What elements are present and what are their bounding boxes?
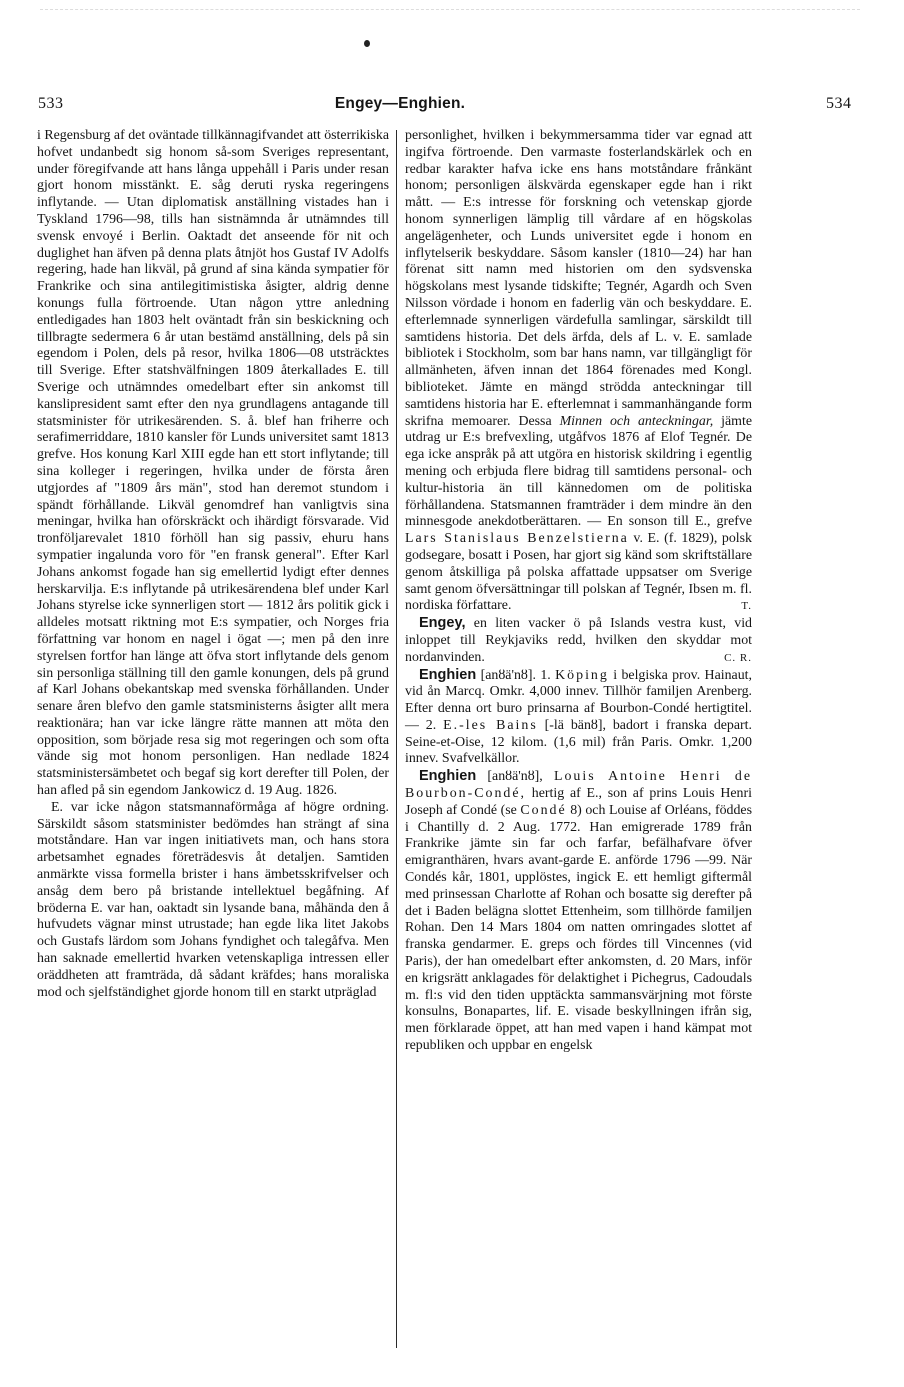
right-paragraph-continuation [405, 128, 752, 615]
enghien1-text-c: [-lä bänȣ], badort i franska depart. Seine-et-Oise, 12 kilom. (1,6 mil) från Paris. Omkr. 1,200 innev. Svafvelkällor. [405, 717, 752, 767]
running-title: Engey—Enghien. [334, 95, 466, 112]
entry-enghien-place [405, 667, 752, 769]
author-signature-t: T. [741, 600, 752, 613]
page-header [0, 95, 904, 121]
author-signature-cr: C. R. [724, 651, 752, 664]
headword-enghien-1: Enghien [419, 666, 477, 683]
headword-enghien-2: Enghien [419, 768, 477, 785]
engey-text: en liten vacker ö på Islands vestra kust, vid inloppet till Reykjaviks redd, hvilken den skyddar mot nordanvinden. [405, 616, 752, 665]
work-title: Minnen och anteckningar, [559, 413, 714, 429]
headword-engey: Engey, [419, 615, 466, 632]
sense-koping: Köping [555, 667, 609, 683]
enghien2-text-a: hertig af E., son af prins Louis Henri Joseph af Condé (se [405, 786, 752, 818]
right-column [405, 128, 752, 1055]
pronunciation-1: [anȣä'nȣ]. [480, 667, 536, 683]
cross-reference-conde: Condé [520, 802, 567, 818]
enghien2-text-b: 8) och Louise af Orléans, föddes i Chantilly d. 2 Aug. 1772. Han emigrerade 1789 från Frankrike jämte sin far och farfar, befälhafvare öfver emigranthären, hvars avant-garde E. anförde 1796 —99. När Condés kår, 1801, upplöstes, ingick E. ett hemligt giftermål med prinsessan Charlotte af Rohan och bosatte sig derefter på det i Baden belägna slottet Ettenheim, som tillhörde familjen Rohan. Den 14 Mars 1804 om natten omringades slottet af franska gendarmer. E. greps och fördes till Vincennes (vid Paris), der han omedelbart efter ankomsten, d. 20 Mars, inför en krigsrätt anklagades för delaktighet i Pichegrus, Cadoudals m. fl:s vid den tiden upptäckta sammansvärjning mot förste konsulns, Bonapartes, lif. E. visade beskyllningen ifrån sig, men förklarade öppet, att han med vapen i hand kämpat mot republiken och uppbar en engelsk [405, 802, 752, 1054]
enghien1-text-b: i belgiska prov. Hainaut, vid ån Marcq. Omkr. 4,000 innev. Tillhör familjen Arenberg. Efter denna ort buro prinsarna af Bourbon-Condé hertigtitel. — 2. [405, 667, 752, 733]
sense-les-bains: E.-les Bains [443, 717, 538, 733]
ink-dot [364, 40, 370, 47]
continuation-text-a: personlighet, hvilken i bekymmersamma tider var egnad att ingifva förtroende. Den varmaste fosterlandskärlek och en redbar karakter hafva icke ens hans motståndare frånkänt honom; personligen älskvärda egenskaper egde han i rikt mått. — E:s intresse för forskning och vetenskap gjorde honom synnerligen lämplig till vårdare af en högskolas angelägenheter, och Lunds universitet egde i honom en inflytelserik beskyddare. Såsom kansler (1810—24) har han förenat sitt namn med historien om den sydsvenska högskolans mest lysande tidskifte; Tegnér, Agardh och Sven Nilsson vördade i honom en faderlig vän och beskyddare. E. efterlemnade synnerligen värdefulla samlingar, särskildt till samtidens historia. Det dels ärfda, dels af L. v. E. samlade bibliotek i Stockholm, som bar hans namn, var tillgängligt för allmänheten, äfven innan det 1864 förenades med Kongl. biblioteket. Jämte en mängd strödda anteckningar till samtidens historia har E. efterlemnat i sammanhängande form skrifna memoarer. Dessa [405, 128, 752, 429]
top-edge-line [40, 9, 860, 10]
page-number-right: 534 [826, 95, 852, 112]
person-name-lars: Lars Stanislaus Benzelstierna [405, 531, 629, 547]
entry-enghien-duke [405, 768, 752, 1055]
person-name-louis-antoine: Louis Antoine Henri de Bourbon-Condé, [405, 769, 752, 802]
entry-engey [405, 615, 752, 666]
left-paragraph-2: E. var icke någon statsmannaförmåga af högre ordning. Särskildt såsom statsminister bedömdes han strängt af sina motståndare. Han var ingen initiativets man, och hans stora arbetsamhet egnades företrädesvis åt detaljen. Samtiden anmärkte vissa formella brister i hans ämbetsskrifvelser och ansåg dem bero på bristande intellektuel begåfning. Af bröderna E. var han, oaktadt sin lysande bana, måhända den å hufvudets vägnar minst utrustade; han egde lika litet Jakobs och Gustafs lärdom som Johans fyndighet och talegåfva. Men han saknade emellertid hvarken vetenskapliga intressen eller oräddheten att framträda, då sådant kräfdes; hans moraliska mod och sjelfständighet gjorde honom till en starkt utpräglad [37, 799, 389, 1000]
left-column [37, 128, 389, 1001]
left-paragraph-1: i Regensburg af det oväntade tillkännagifvandet att österrikiska hofvet undanbedt sig honom så-som Sveriges representant, under föregifvande att hans långa uppehåll i Paris under resan gjort honom misstänkt. E. såg deruti ryska regeringens inflytande. — Utan diplomatisk anställning vistades han i Tyskland 1796—98, tills han sistnämnda år utnämndes till svensk envoyé i Berlin. Oaktadt det anseende för nit och duglighet han äfven på denna plats åtnjöt hos Gustaf IV Adolfs regering, hade han likväl, på grund af sina kända sympatier för Frankrike och sina antilegitimistiska åsigter, aldrig denne konungs fulla förtroende. Utan någon yttre anledning entledigades han 1803 helt oväntadt från sin beskickning och tillbragte sedermera 6 år utan bestämd anställning, dels på sin egendom i Polen, dels på resor, hvilka 1806—08 utsträcktes till Sverige. Efter statshvälfningen 1809 återkallades E. till Sverige och utnämndes omedelbart efter sin ankomst till kanslipresident samt efter den nya grundlagens antagande till statsminister för utrikesärenden. S. å. blef han friherre och serafimerriddare, 1810 kansler för Lunds universitet samt 1813 grefve. Hos konung Karl XIII egde han ett stort inflytande; till sina kolleger i regeringen, hvilka under de första åren utgjordes af "1809 års män", stod han deremot stundom i spändt förhållande. Likväl genomdref han vanligtvis sina meningar, hvilka han oförskräckt och ihärdigt försvarade. Vid tronföljarevalet 1810 förhöll han sig passiv, ehuru hans sympatier ingalunda voro för "en fransk general". Efter Karl Johans ankomst fogade han sig emellertid lydigt efter dennes herskarvilja. E:s inflytande på utrikesärendena blef under Karl Johans styrelse icke synnerligen stort — 1812 års politik gick i alldeles motsatt riktning mot E:s sympatier, och Norges fria författning var honom en nagel i ögat —; men på den inre styrelsen fortfor han länge att öfva stort inflytande dels genom sin personliga ställning till den gamle konungen, dels på grund af Karl Johans obekantskap med svenska förhållanden. Under senare åren blefvo den gamle statsministerns åsigter allt mera reaktionära; han var icke längre rätte mannen att möta den opposition, som började resa sig mot regeringen och som ofta vände sig mot honom personligen. Han nedlade 1824 statsministersämbetet och begaf sig kort derefter till Polen, der han afled på sin egendom Jankowicz d. 19 Aug. 1826. [37, 128, 389, 799]
pronunciation-2: [anȣä'nȣ], [487, 769, 543, 785]
enghien1-text-a: 1. [540, 667, 551, 683]
column-divider [396, 130, 397, 1348]
continuation-text-c: v. E. (f. 1829), polsk godsegare, bosatt i Posen, har gjort sig känd som skriftställare genom åtskilliga på polska affattade uppsatser om Sverige samt genom öfversättningar till polskan af Tegnér, Ibsen m. fl. nordiska författare. [405, 531, 752, 614]
continuation-text-b: jämte utdrag ur E:s brefvexling, utgåfvos 1876 af Elof Tegnér. De ega icke anspråk på att utgöra en historisk skildring i egentlig mening och erbjuda flere bidrag till samtidens personal- och kultur-historia än till kännedomen om de politiska förhållandena. Statsmannen framträder i dem mindre än den minnesgode anekdotberättaren. — En sonson till E., grefve [405, 413, 752, 530]
page-number-left: 533 [38, 95, 64, 112]
